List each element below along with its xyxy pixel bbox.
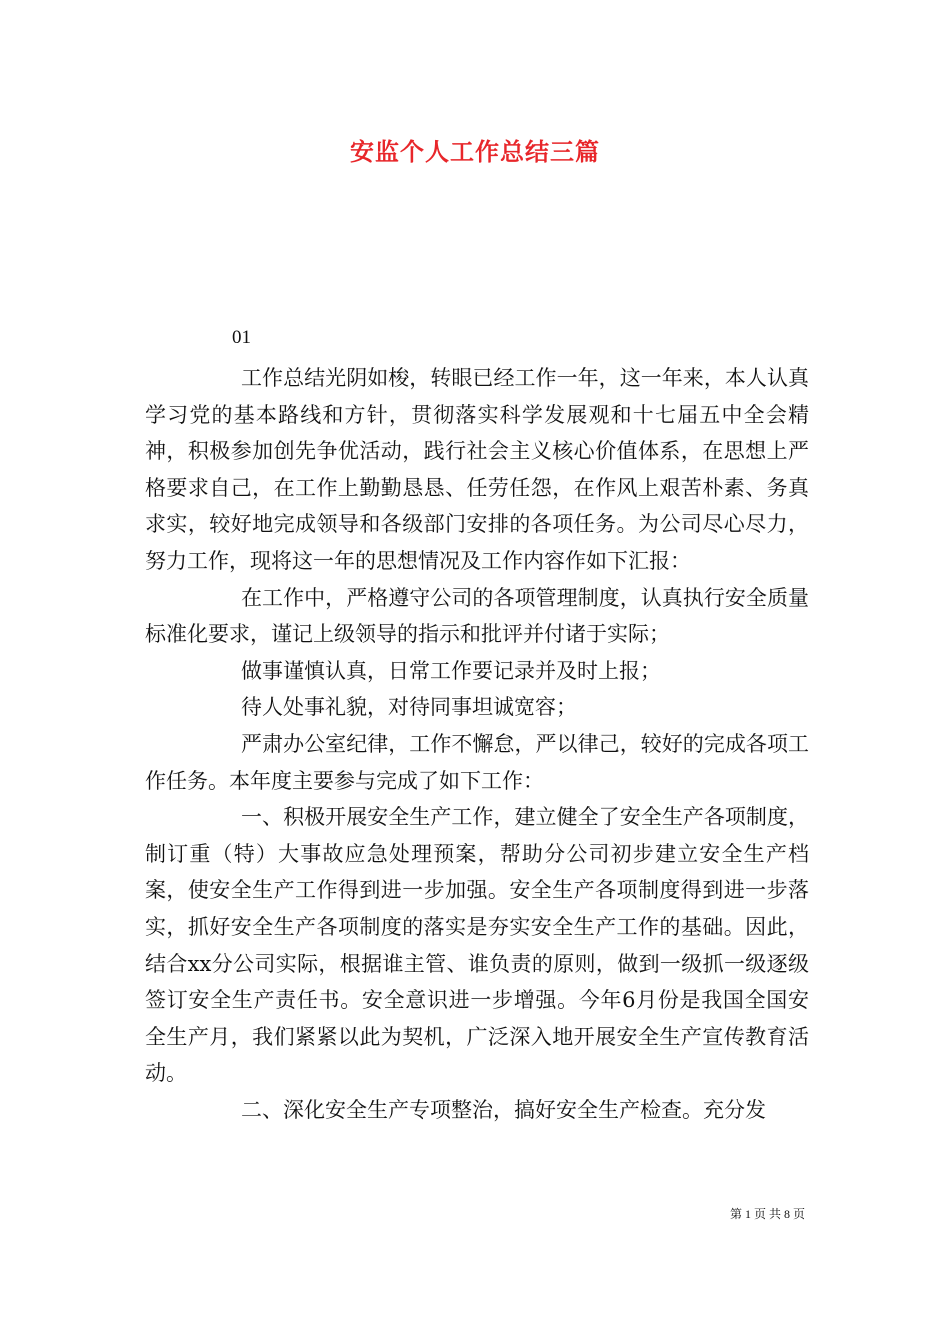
paragraph: 一、积极开展安全生产工作，建立健全了安全生产各项制度，制订重（特）大事故应急处理预案，帮助分公司初步建立安全生产档案，使安全生产工作得到进一步加强。安全生产各项制度得到进一步落实，抓好安全生产各项制度的落实是夯实安全生产工作的基础。因此，结合xx分公司实际，根据谁主管、谁负责的原则，做到一级抓一级逐级签订安全生产责任书。安全意识进一步增强。今年6月份是我国全国安全生产月，我们紧紧以此为契机，广泛深入地开展安全生产宣传教育活动。: [145, 805, 809, 1086]
paragraph: 二、深化安全生产专项整治，搞好安全生产检查。充分发: [241, 1097, 766, 1122]
footer-prefix: 第: [729, 1207, 742, 1221]
section-number: 01: [232, 327, 251, 348]
paragraph: 在工作中，严格遵守公司的各项管理制度，认真执行安全质量标准化要求，谨记上级领导的指示和批评并付诸于实际；: [145, 585, 809, 647]
document-body: [145, 360, 809, 1128]
paragraph: 做事谨慎认真，日常工作要记录并及时上报；: [241, 658, 661, 683]
footer-suffix: 页: [792, 1207, 805, 1221]
paragraph: 严肃办公室纪律，工作不懈怠，严以律己，较好的完成各项工作任务。本年度主要参与完成了如下工作：: [145, 731, 809, 793]
footer-current-page: 1: [744, 1207, 751, 1221]
footer-total-pages: 8: [783, 1207, 790, 1221]
paragraph: 工作总结光阴如梭，转眼已经工作一年，这一年来，本人认真学习党的基本路线和方针，贯彻落实科学发展观和十七届五中全会精神，积极参加创先争优活动，践行社会主义核心价值体系，在思想上严格要求自己，在工作上勤勤恳恳、任劳任怨，在作风上艰苦朴素、务真求实，较好地完成领导和各级部门安排的各项任务。为公司尽心尽力，努力工作，现将这一年的思想情况及工作内容作如下汇报：: [145, 366, 809, 573]
paragraph: 待人处事礼貌，对待同事坦诚宽容；: [241, 695, 577, 720]
footer-middle: 页 共: [753, 1207, 781, 1221]
page-footer: [0, 1205, 805, 1222]
document-title: 安监个人工作总结三篇: [350, 138, 600, 166]
